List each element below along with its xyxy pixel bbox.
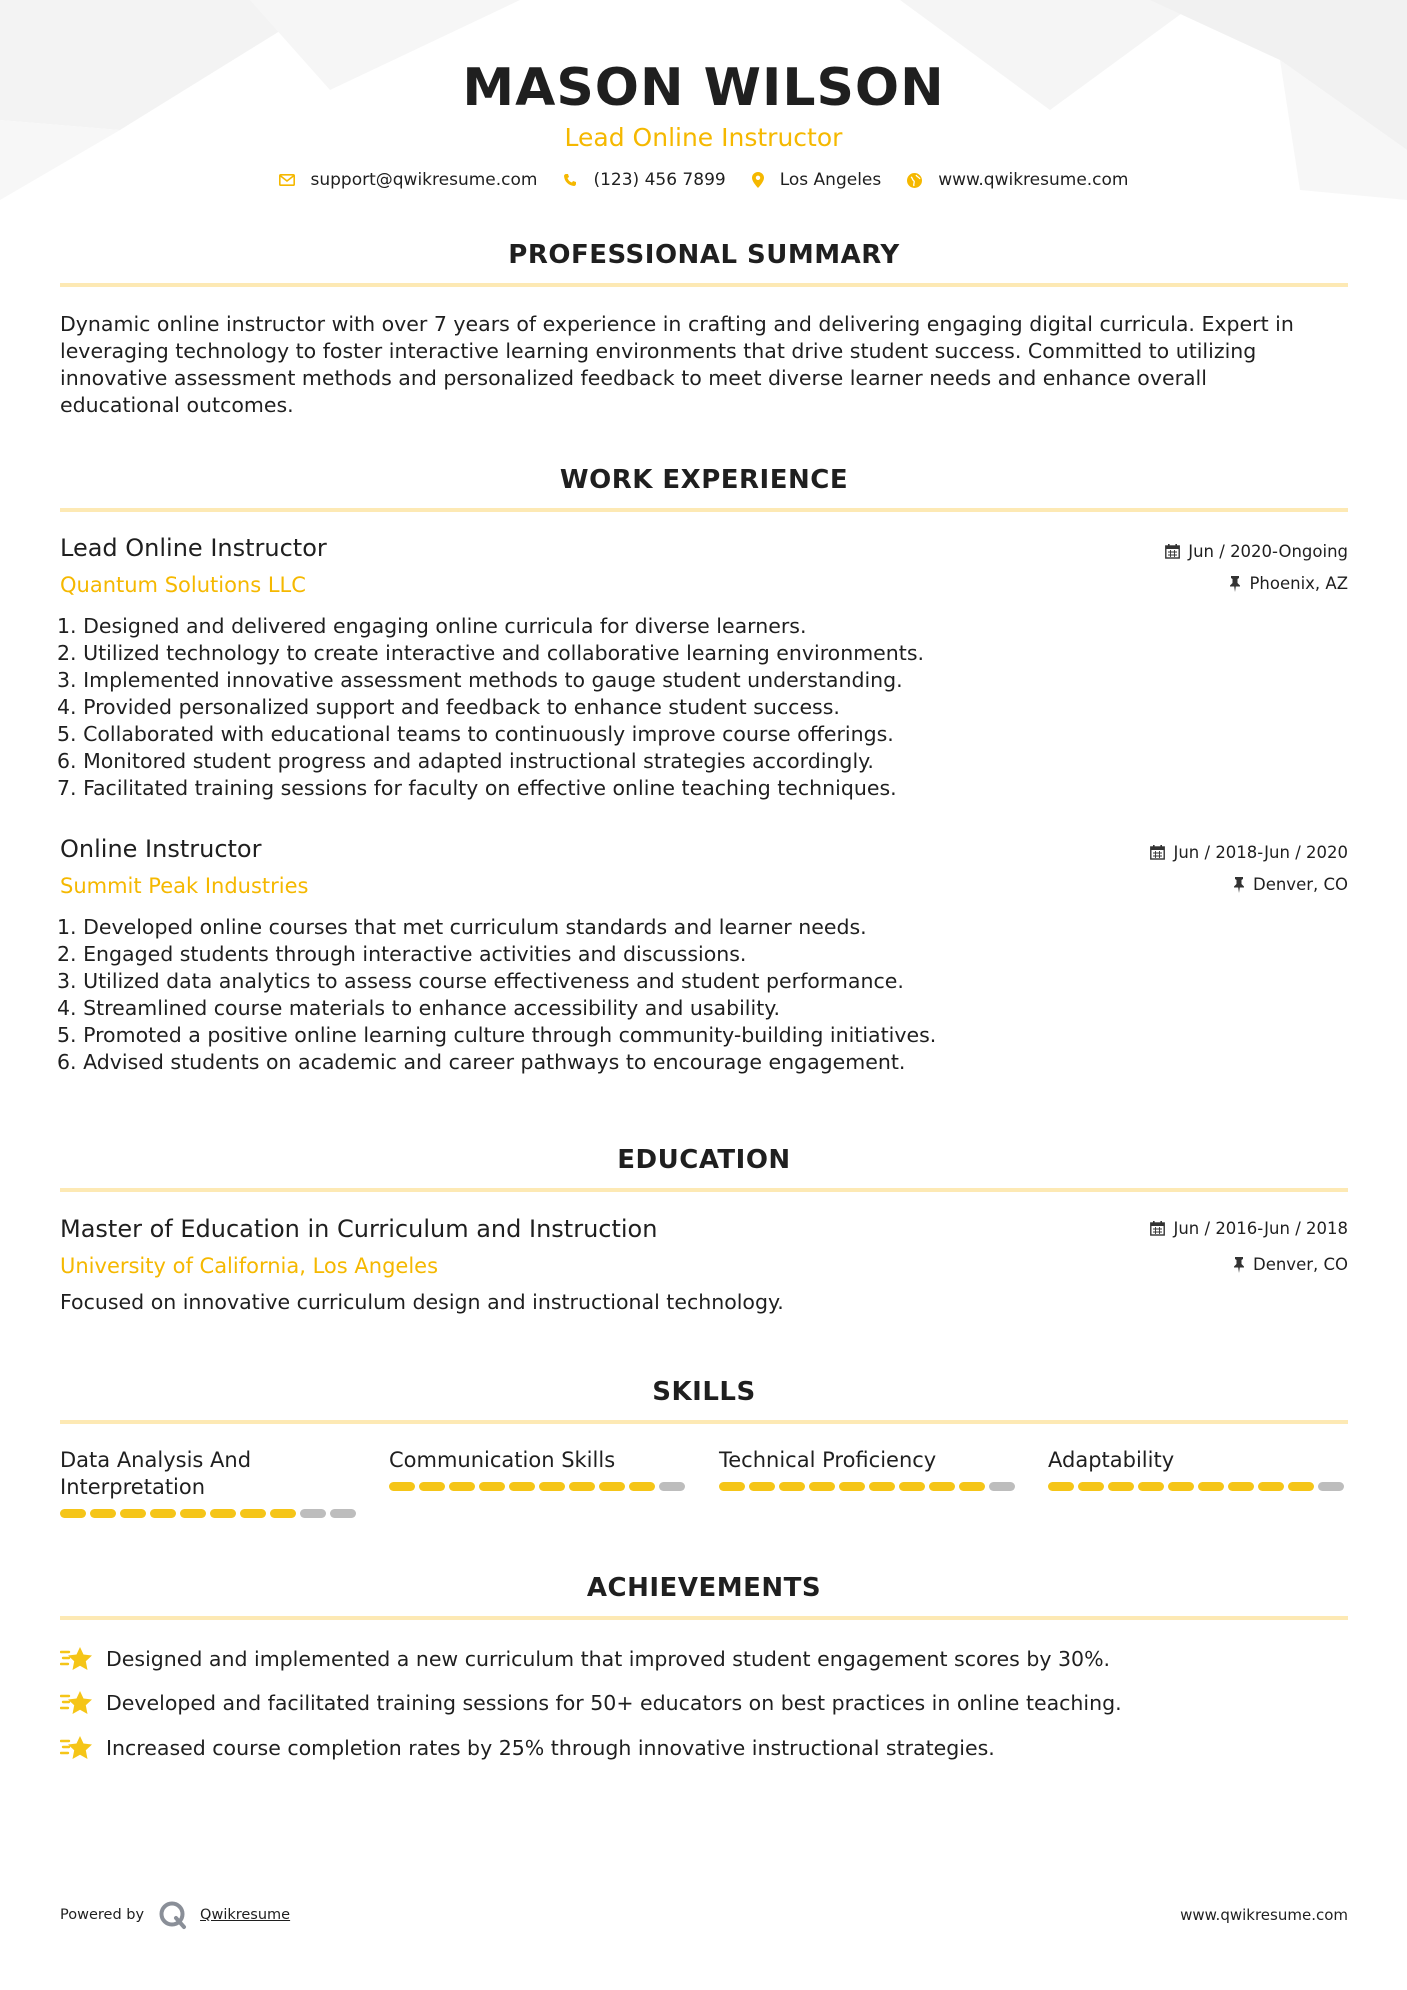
job-responsibilities — [57, 914, 1257, 1076]
skill-segment-filled — [1048, 1482, 1074, 1491]
skill-level-bar — [719, 1482, 1019, 1491]
skill-segment-filled — [60, 1509, 86, 1518]
summary-text — [60, 311, 1350, 419]
skill-name: Technical Proficiency — [719, 1448, 937, 1472]
education-heading: EDUCATION — [617, 1145, 791, 1175]
skill-segment-filled — [1288, 1482, 1314, 1491]
list-item: 4. Provided personalized support and feedback to enhance student success. — [57, 695, 840, 719]
skill-item — [389, 1447, 689, 1491]
skill-item — [719, 1447, 1019, 1491]
skill-name: Data Analysis And — [60, 1448, 252, 1472]
achievements-heading: ACHIEVEMENTS — [586, 1573, 822, 1603]
list-item: 7. Facilitated training sessions for faculty on effective online teaching techniques. — [57, 776, 897, 800]
skill-segment-filled — [90, 1509, 116, 1518]
skill-segment-filled — [479, 1482, 505, 1491]
job-location — [1229, 574, 1348, 593]
calendar-icon — [1150, 1221, 1165, 1236]
job-location-text: Phoenix, AZ — [1249, 574, 1348, 593]
skill-segment-filled — [1228, 1482, 1254, 1491]
skills-heading: SKILLS — [652, 1377, 756, 1407]
list-item: 3. Utilized data analytics to assess course effectiveness and student performance. — [57, 969, 904, 993]
job-title: Online Instructor — [60, 835, 262, 863]
summary-line: innovative assessment methods and personalized feedback to meet diverse learner needs and enhance overall — [60, 366, 1207, 390]
footer-website[interactable]: www.qwikresume.com — [1180, 1906, 1348, 1924]
education-location — [1233, 1255, 1348, 1274]
envelope-icon — [279, 174, 295, 186]
skill-segment-filled — [150, 1509, 176, 1518]
achievement-item — [60, 1689, 1122, 1717]
job-dates-text: Jun / 2020-Ongoing — [1188, 542, 1348, 561]
skill-segment-filled — [1168, 1482, 1194, 1491]
contact-email[interactable] — [279, 170, 538, 190]
website-text: www.qwikresume.com — [938, 170, 1129, 190]
education-description: Focused on innovative curriculum design and instructional technology. — [60, 1290, 784, 1314]
company-name: Summit Peak Industries — [60, 874, 309, 898]
skill-segment-filled — [1258, 1482, 1284, 1491]
skill-segment-filled — [719, 1482, 745, 1491]
skill-segment-filled — [240, 1509, 266, 1518]
achievement-item — [60, 1645, 1110, 1673]
skill-segment-filled — [839, 1482, 865, 1491]
contact-bar — [0, 170, 1407, 190]
degree-title: Master of Education in Curriculum and Instruction — [60, 1215, 658, 1243]
skills-divider — [60, 1420, 1348, 1424]
contact-website[interactable] — [907, 170, 1128, 190]
achievement-text: Developed and facilitated training sessions for 50+ educators on best practices in online teaching. — [106, 1691, 1122, 1715]
skill-segment-filled — [629, 1482, 655, 1491]
skill-name: Interpretation — [60, 1475, 206, 1499]
contact-phone[interactable] — [563, 170, 725, 190]
job-dates — [1165, 542, 1348, 561]
experience-divider — [60, 508, 1348, 512]
skill-segment-filled — [599, 1482, 625, 1491]
achievement-text: Designed and implemented a new curriculum that improved student engagement scores by 30%. — [106, 1647, 1111, 1671]
job-dates — [1150, 843, 1348, 862]
list-item: 4. Streamlined course materials to enhance accessibility and usability. — [57, 996, 780, 1020]
education-divider — [60, 1188, 1348, 1192]
email-text: support@qwikresume.com — [310, 170, 538, 190]
skill-segment-filled — [419, 1482, 445, 1491]
resume-header — [0, 56, 1407, 154]
summary-divider — [60, 283, 1348, 287]
star-icon — [60, 1645, 94, 1673]
skill-segment-filled — [539, 1482, 565, 1491]
job-location — [1233, 875, 1348, 894]
company-name: Quantum Solutions LLC — [60, 573, 306, 597]
candidate-title: Lead Online Instructor — [564, 123, 843, 152]
star-icon — [60, 1689, 94, 1717]
calendar-icon — [1165, 544, 1180, 559]
location-text: Los Angeles — [779, 170, 882, 190]
powered-by-label: Powered by — [60, 1907, 145, 1923]
skill-segment-filled — [569, 1482, 595, 1491]
list-item: 1. Developed online courses that met curriculum standards and learner needs. — [57, 915, 867, 939]
education-location-text: Denver, CO — [1252, 1255, 1348, 1274]
skill-segment-filled — [899, 1482, 925, 1491]
skill-level-bar — [60, 1509, 360, 1518]
list-item: 6. Advised students on academic and career pathways to encourage engagement. — [57, 1050, 906, 1074]
contact-location — [752, 170, 882, 190]
skill-level-bar — [1048, 1482, 1348, 1491]
candidate-name: MASON WILSON — [462, 58, 945, 118]
qwikresume-link[interactable]: Qwikresume — [200, 1907, 291, 1923]
footer-powered-by — [60, 1900, 290, 1930]
achievements-divider — [60, 1616, 1348, 1620]
phone-text: (123) 456 7899 — [593, 170, 726, 190]
skill-segment-filled — [779, 1482, 805, 1491]
skill-segment-filled — [869, 1482, 895, 1491]
job-dates-text: Jun / 2018-Jun / 2020 — [1173, 843, 1348, 862]
pushpin-icon — [1229, 576, 1241, 592]
skill-name: Communication Skills — [389, 1448, 616, 1472]
pushpin-icon — [1233, 877, 1245, 893]
skill-segment-filled — [1138, 1482, 1164, 1491]
pushpin-icon — [1233, 1257, 1245, 1273]
list-item: 2. Engaged students through interactive activities and discussions. — [57, 942, 747, 966]
skill-item — [60, 1447, 360, 1518]
skill-segment-filled — [389, 1482, 415, 1491]
skill-segment-filled — [509, 1482, 535, 1491]
skill-segment-filled — [929, 1482, 955, 1491]
skill-segment-filled — [180, 1509, 206, 1518]
education-dates-text: Jun / 2016-Jun / 2018 — [1173, 1219, 1348, 1238]
list-item: 6. Monitored student progress and adapted instructional strategies accordingly. — [57, 749, 874, 773]
skill-segment-empty — [1318, 1482, 1344, 1491]
list-item: 3. Implemented innovative assessment methods to gauge student understanding. — [57, 668, 903, 692]
list-item: 1. Designed and delivered engaging online curricula for diverse learners. — [57, 614, 807, 638]
globe-icon — [907, 173, 922, 188]
summary-line: leveraging technology to foster interactive learning environments that drive student success. Committed to utilizing — [60, 339, 1257, 363]
skill-item — [1048, 1447, 1348, 1491]
qwikresume-logo-icon — [158, 1900, 188, 1930]
list-item: 5. Promoted a positive online learning culture through community-building initiatives. — [57, 1023, 937, 1047]
skill-name: Adaptability — [1048, 1448, 1175, 1472]
experience-heading: WORK EXPERIENCE — [559, 465, 849, 495]
job-title: Lead Online Instructor — [60, 534, 327, 562]
skill-segment-filled — [959, 1482, 985, 1491]
skill-segment-filled — [449, 1482, 475, 1491]
phone-icon — [563, 173, 577, 187]
skill-segment-filled — [809, 1482, 835, 1491]
summary-line: Dynamic online instructor with over 7 years of experience in crafting and delivering engaging digital curricula. Expert in — [60, 312, 1294, 336]
list-item: 2. Utilized technology to create interactive and collaborative learning environments. — [57, 641, 925, 665]
skill-segment-empty — [330, 1509, 356, 1518]
skill-segment-filled — [210, 1509, 236, 1518]
summary-heading: PROFESSIONAL SUMMARY — [508, 240, 900, 270]
star-icon — [60, 1734, 94, 1762]
education-dates — [1150, 1219, 1348, 1238]
summary-line: educational outcomes. — [60, 393, 294, 417]
skill-segment-filled — [1078, 1482, 1104, 1491]
achievement-item — [60, 1734, 995, 1762]
skill-segment-empty — [300, 1509, 326, 1518]
skill-segment-empty — [989, 1482, 1015, 1491]
skill-segment-filled — [1198, 1482, 1224, 1491]
school-name: University of California, Los Angeles — [60, 1254, 439, 1278]
skill-segment-filled — [270, 1509, 296, 1518]
skill-segment-filled — [1108, 1482, 1134, 1491]
map-pin-icon — [752, 172, 764, 188]
list-item: 5. Collaborated with educational teams to continuously improve course offerings. — [57, 722, 894, 746]
job-responsibilities — [57, 613, 1257, 802]
calendar-icon — [1150, 845, 1165, 860]
job-location-text: Denver, CO — [1252, 875, 1348, 894]
skill-segment-filled — [749, 1482, 775, 1491]
skill-segment-empty — [659, 1482, 685, 1491]
skill-level-bar — [389, 1482, 689, 1491]
skill-segment-filled — [120, 1509, 146, 1518]
achievement-text: Increased course completion rates by 25% through innovative instructional strategies. — [106, 1736, 995, 1760]
